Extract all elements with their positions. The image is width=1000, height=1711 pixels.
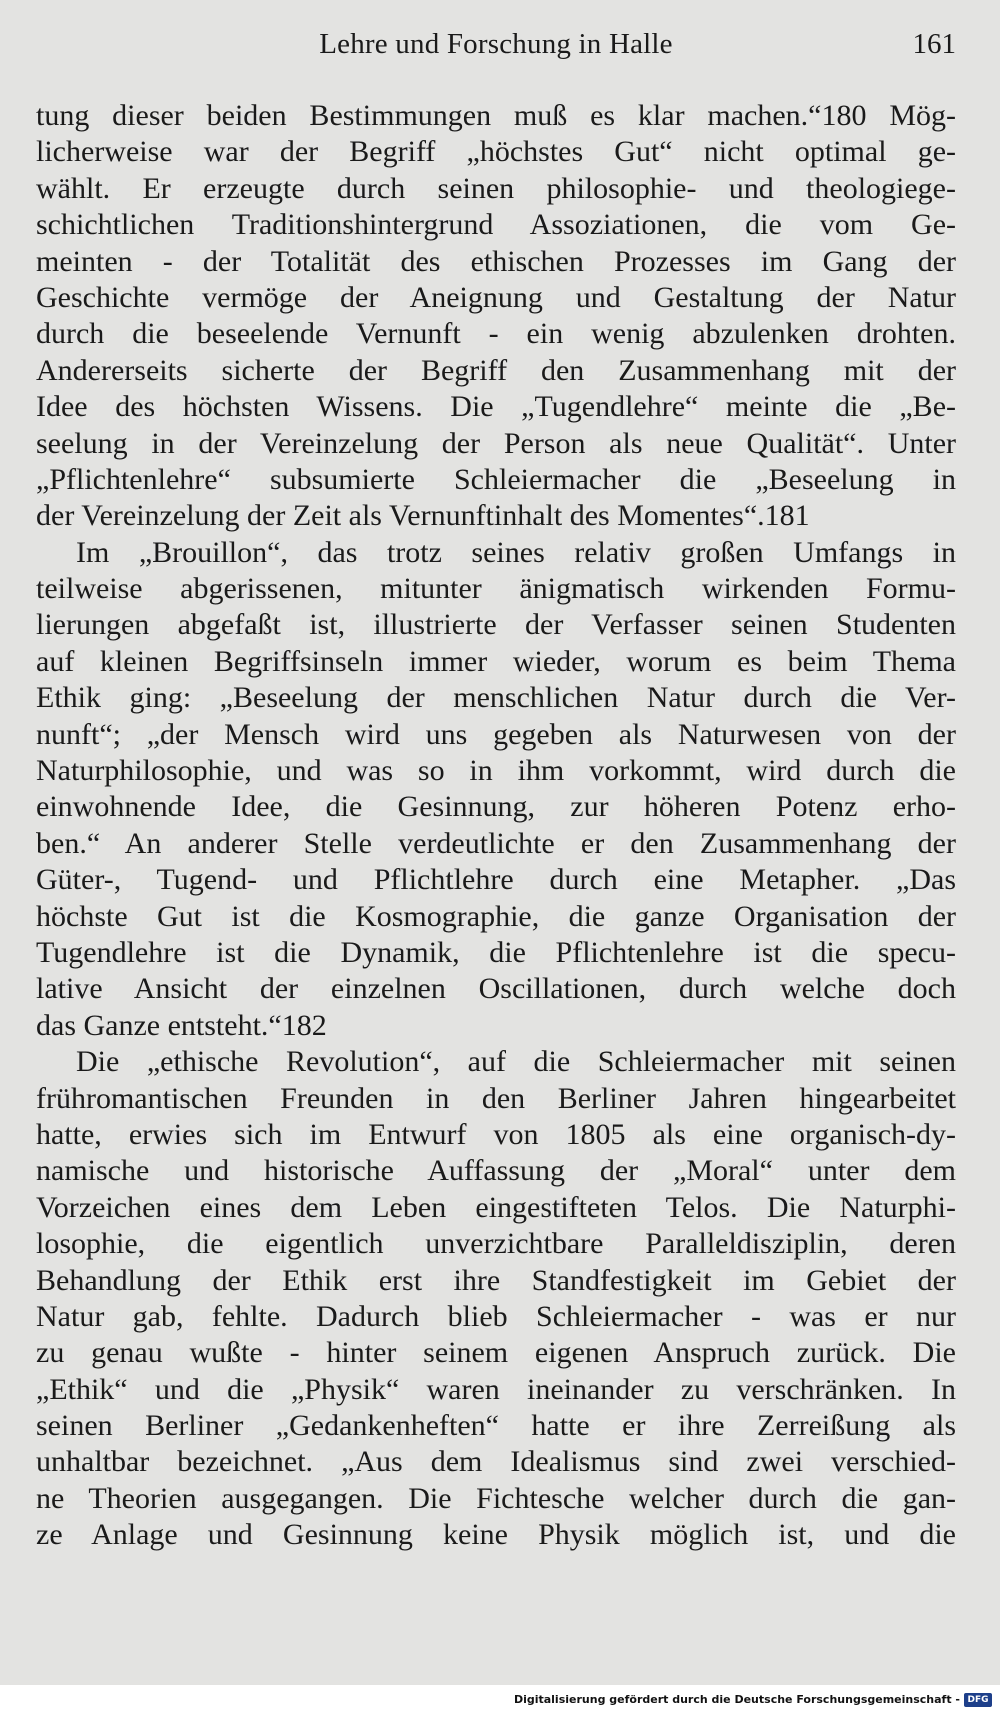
text-line: unhaltbar bezeichnet. „Aus dem Idealismus sind zwei verschied- <box>36 1445 956 1479</box>
funding-credit: Digitalisierung gefördert durch die Deutsche Forschungsgemeinschaft - <box>513 1693 960 1706</box>
text-line: Andererseits sicherte der Begriff den Zusammenhang mit der <box>36 353 956 387</box>
text-line: lative Ansicht der einzelnen Oscillationen, durch welche doch <box>36 972 956 1006</box>
text-line: seinen Berliner „Gedankenheften“ hatte er ihre Zerreißung als <box>36 1409 956 1443</box>
text-line: licherweise war der Begriff „höchstes Gut“ nicht optimal ge- <box>36 135 956 169</box>
text-line: einwohnende Idee, die Gesinnung, zur höheren Potenz erho- <box>36 790 956 824</box>
text-line: Natur gab, fehlte. Dadurch blieb Schleiermacher - was er nur <box>36 1299 956 1333</box>
text-line: Behandlung der Ethik erst ihre Standfestigkeit im Gebiet der <box>36 1263 956 1297</box>
text-line: meinten - der Totalität des ethischen Prozesses im Gang der <box>36 244 956 278</box>
text-line: teilweise abgerissenen, mitunter änigmatisch wirkenden Formu- <box>36 572 956 606</box>
text-line: höchste Gut ist die Kosmographie, die ganze Organisation der <box>36 899 956 933</box>
text-line: seelung in der Vereinzelung der Person als neue Qualität“. Unter <box>36 426 956 460</box>
text-line: „Ethik“ und die „Physik“ waren ineinander zu verschränken. In <box>36 1372 956 1406</box>
text-line: Geschichte vermöge der Aneignung und Gestaltung der Natur <box>36 280 956 314</box>
text-line: das Ganze entsteht.“182 <box>36 1008 327 1042</box>
text-line: hatte, erwies sich im Entwurf von 1805 als eine organisch-dy- <box>36 1117 956 1151</box>
text-line: lierungen abgefaßt ist, illustrierte der Verfasser seinen Studenten <box>36 608 956 642</box>
text-line: Naturphilosophie, und was so in ihm vorkommt, wird durch die <box>36 754 956 788</box>
text-line: zu genau wußte - hinter seinem eigenen Anspruch zurück. Die <box>36 1336 956 1370</box>
text-line: Im „Brouillon“, das trotz seines relativ großen Umfangs in <box>76 535 956 569</box>
text-line: Güter-, Tugend- und Pflichtlehre durch eine Metapher. „Das <box>36 863 956 897</box>
text-line: durch die beseelende Vernunft - ein wenig abzulenken drohten. <box>36 317 956 351</box>
text-line: Idee des höchsten Wissens. Die „Tugendlehre“ meinte die „Be- <box>36 390 956 424</box>
text-line: der Vereinzelung der Zeit als Vernunftinhalt des Momentes“.181 <box>36 499 810 533</box>
text-line: Die „ethische Revolution“, auf die Schleiermacher mit seinen <box>76 1045 956 1079</box>
page-number: 161 <box>912 28 956 60</box>
text-line: tung dieser beiden Bestimmungen muß es klar machen.“180 Mög- <box>36 99 956 132</box>
text-line: nunft“; „der Mensch wird uns gegeben als Naturwesen von der <box>36 717 956 751</box>
text-line: losophie, die eigentlich unverzichtbare Paralleldisziplin, deren <box>36 1227 956 1261</box>
footer-bar <box>0 1685 1000 1711</box>
text-line: Tugendlehre ist die Dynamik, die Pflichtenlehre ist die specu- <box>36 935 956 969</box>
page-header <box>36 22 956 72</box>
text-line: Vorzeichen eines dem Leben eingestifteten Telos. Die Naturphi- <box>36 1190 956 1224</box>
text-line: „Pflichtenlehre“ subsumierte Schleiermacher die „Beseelung in <box>36 462 956 496</box>
text-line: auf kleinen Begriffsinseln immer wieder, worum es beim Thema <box>36 644 956 678</box>
body-text <box>36 98 956 1554</box>
text-line: frühromantischen Freunden in den Berliner Jahren hingearbeitet <box>36 1081 956 1115</box>
text-line: Ethik ging: „Beseelung der menschlichen Natur durch die Ver- <box>36 681 956 715</box>
text-line: namische und historische Auffassung der „Moral“ unter dem <box>36 1154 956 1188</box>
text-line: schichtlichen Traditionshintergrund Assoziationen, die vom Ge- <box>36 208 956 242</box>
text-line: wählt. Er erzeugte durch seinen philosophie- und theologiege- <box>36 171 956 205</box>
dfg-logo-icon: DFG <box>964 1693 992 1707</box>
text-line: ze Anlage und Gesinnung keine Physik möglich ist, und die <box>36 1518 956 1552</box>
running-title: Lehre und Forschung in Halle <box>319 28 673 60</box>
text-line: ben.“ An anderer Stelle verdeutlichte er den Zusammenhang der <box>36 826 956 860</box>
text-line: ne Theorien ausgegangen. Die Fichtesche welcher durch die gan- <box>36 1481 956 1515</box>
